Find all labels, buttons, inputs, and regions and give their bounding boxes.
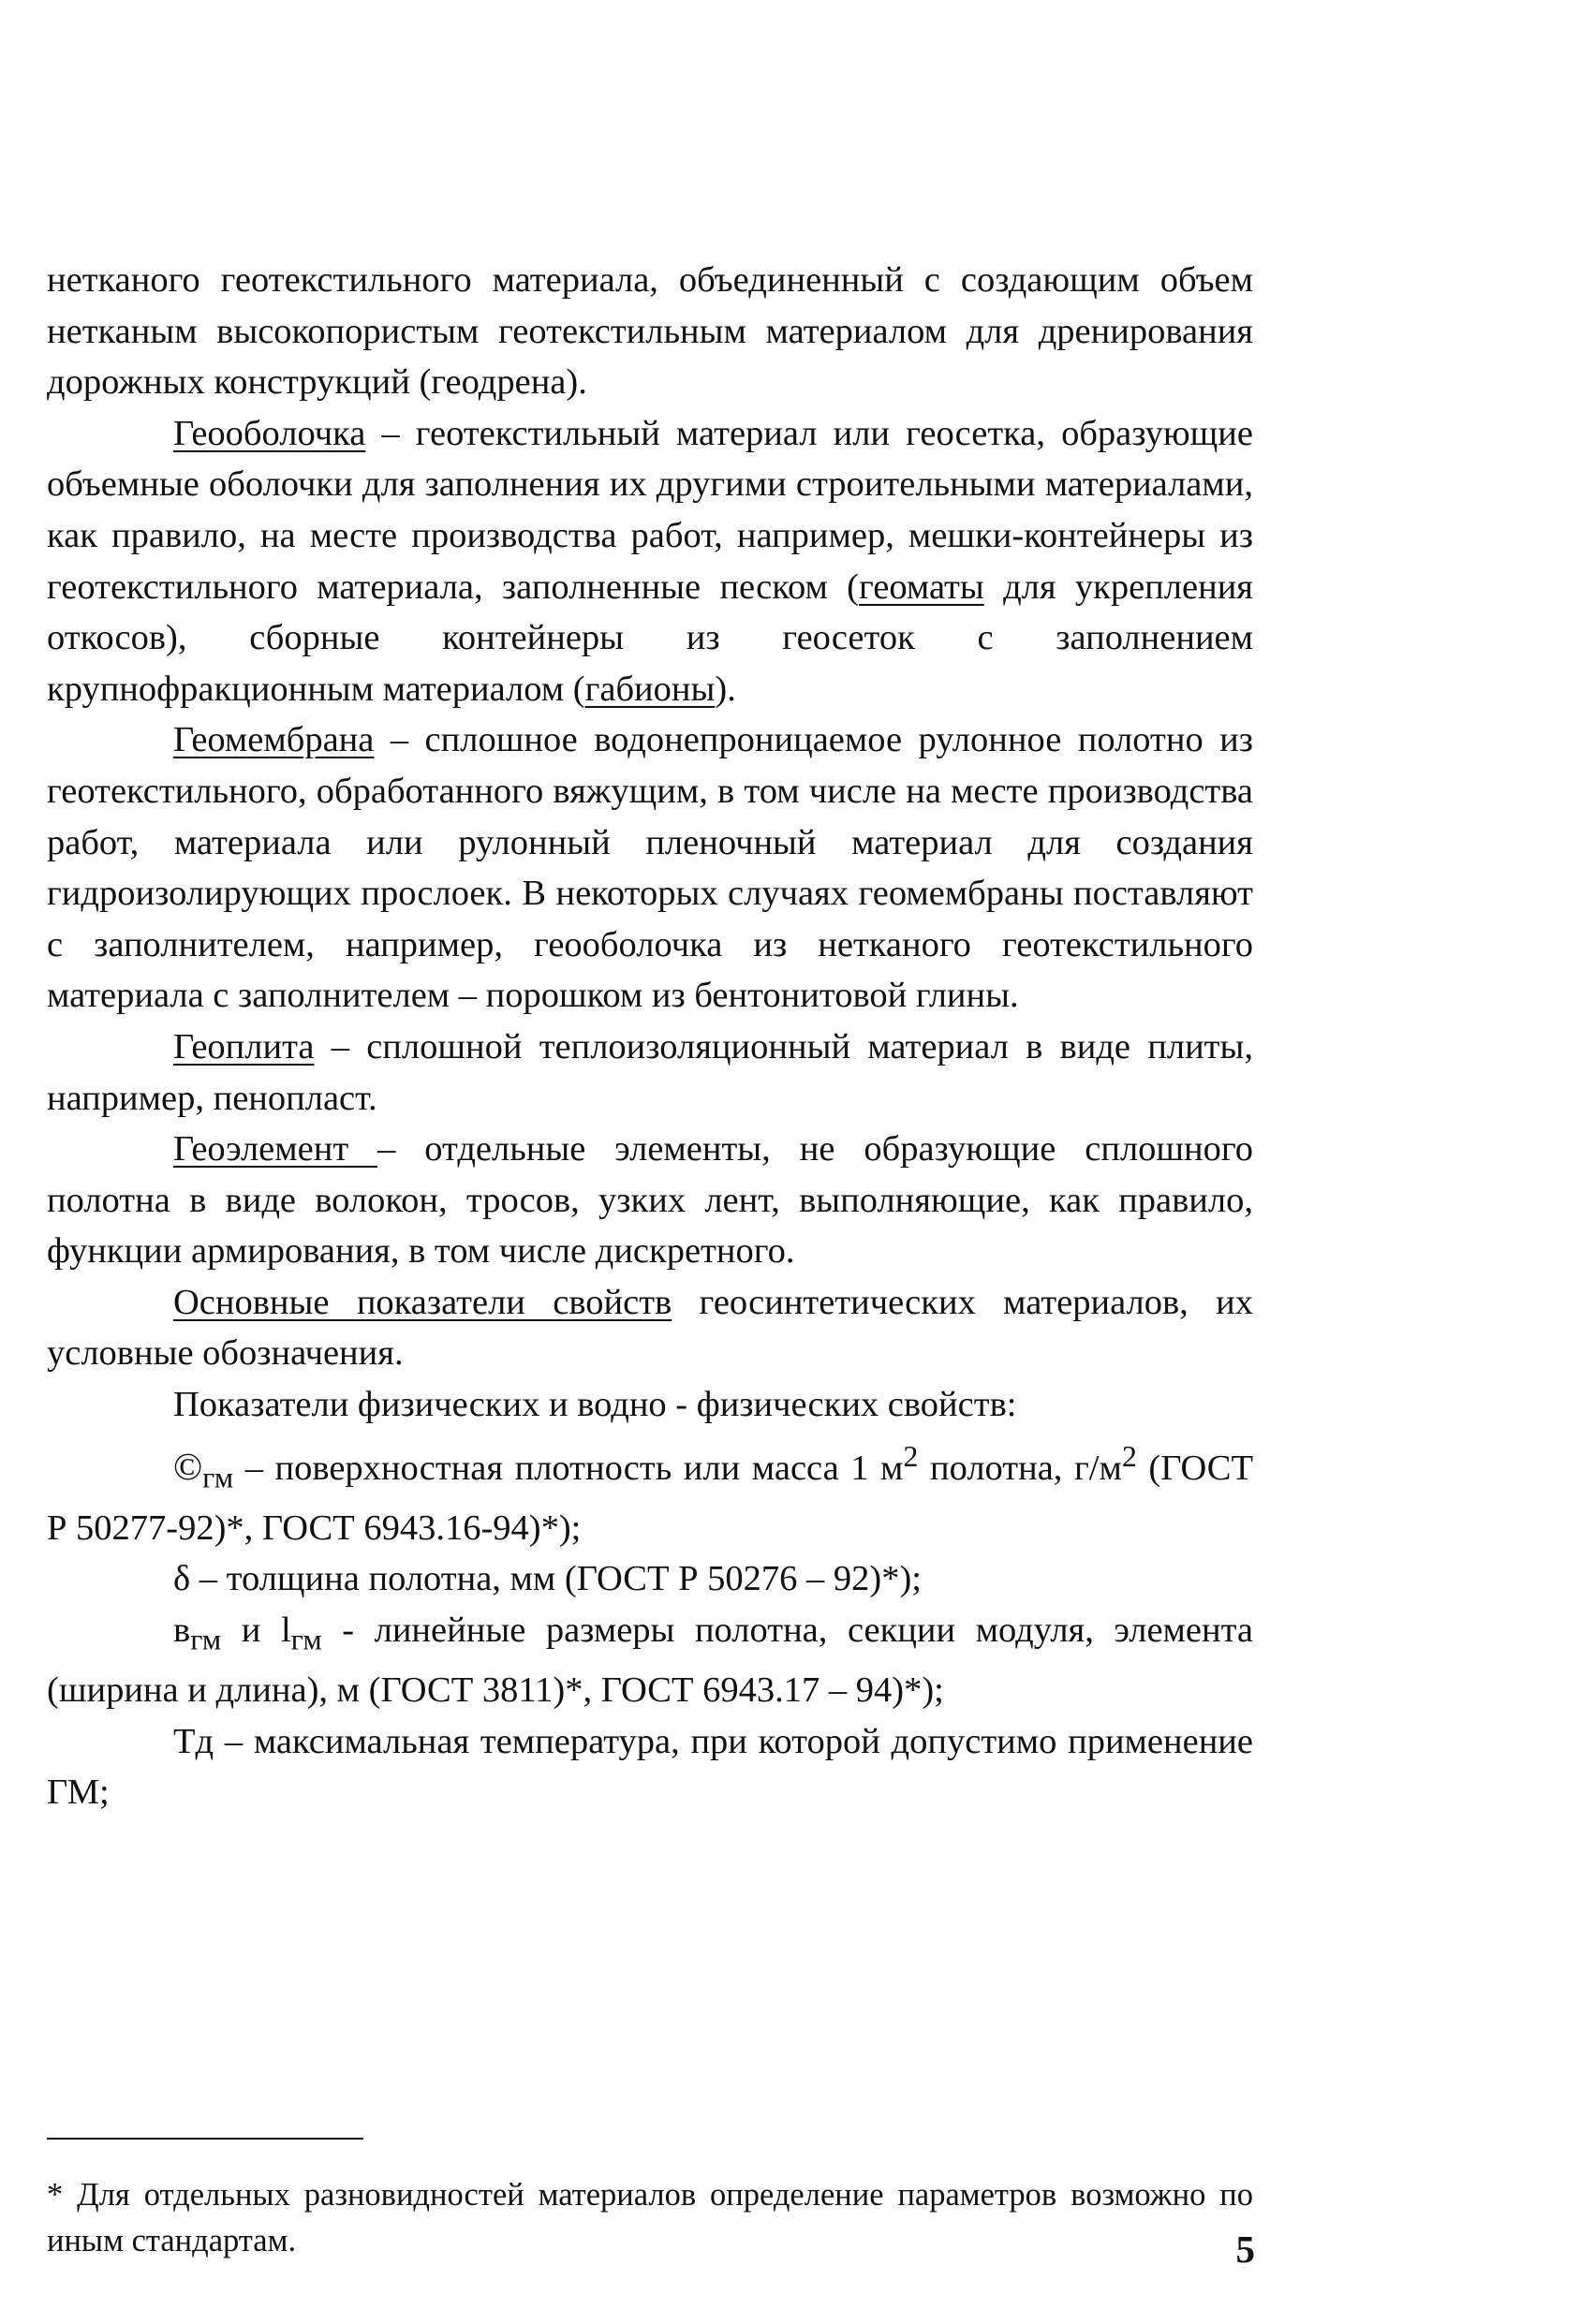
footnote — [47, 2172, 1253, 2264]
body-text — [47, 255, 1253, 1818]
term-geomembrane: Геомембрана — [173, 720, 375, 760]
subscript: гм — [290, 1622, 322, 1656]
term-geoshell: Геооболочка — [173, 413, 366, 453]
paragraph-surface-density — [47, 1431, 1253, 1554]
definition-text: - линейные размеры полотна, секции модуля, элемента (ширина и длина), м (ГОСТ 3811)*, ГОСТ 6943.17 – 94)*); — [47, 1610, 1253, 1711]
page-number: 5 — [1235, 2228, 1255, 2271]
paragraph-geomembrane — [47, 714, 1253, 1022]
footnote-text — [47, 2172, 1253, 2264]
term-geoplate: Геоплита — [173, 1026, 315, 1066]
definition-text: для укрепления откосов), сборные контейнеры из геосеток с заполнением крупнофракционным материалом ( — [47, 566, 1254, 709]
definition-text: – сплошной теплоизоляционный материал в виде плиты, например, пенопласт. — [47, 1026, 1253, 1118]
definition-text: – поверхностная плотность или масса 1 м — [233, 1448, 904, 1488]
paragraph-geodrain-continuation: нетканого геотекстильного материала, объединенный с создающим объем нетканым высокопористым геотекстильным материалом для дренирования дорожных конструкций (геодрена). — [47, 260, 1253, 403]
term-geoelement: Геоэлемент — [173, 1129, 378, 1169]
definition-text: – геотекстильный материал или геосетка, образующие объемные оболочки для заполнения их другими строительными материалами, как правило, на месте производства работ, например, мешки-контейнеры из геотекстильного материала, заполненные песком ( — [47, 413, 1253, 607]
paragraph-thickness: δ – толщина полотна, мм (ГОСТ Р 50276 – 92)*); — [173, 1559, 922, 1599]
definition-text: (ГОСТ Р 50277-92)*, ГОСТ 6943.16-94)*); — [47, 1448, 1253, 1548]
definition-text: – отдельные элементы, не образующие сплошного полотна в виде волокон, тросов, узких лент, выполняющие, как правило, функции армирования, в том числе дискретного. — [47, 1129, 1253, 1272]
subscript: гм — [202, 1460, 234, 1494]
paragraph-geoshell — [47, 408, 1253, 715]
superscript: 2 — [903, 1438, 919, 1473]
definition-text: ). — [715, 669, 736, 709]
paragraph-linear-dimensions — [47, 1605, 1253, 1716]
footnote-divider — [47, 2138, 363, 2140]
footnote-body: Для отдельных разновидностей материалов определение параметров возможно по иным стандартам. — [47, 2177, 1253, 2258]
definition-text: геосинтетических материалов, их условные обозначения. — [47, 1282, 1253, 1374]
term-geomats: геоматы — [858, 566, 984, 607]
paragraph-geoplate — [47, 1022, 1253, 1124]
definition-text: полотна, г/м — [918, 1448, 1122, 1488]
term-main-indicators: Основные показатели свойств — [173, 1282, 672, 1322]
subscript: гм — [190, 1622, 222, 1656]
copyright-symbol: © — [173, 1444, 203, 1488]
paragraph-main-indicators — [47, 1277, 1253, 1379]
footnote-mark: * — [47, 2177, 64, 2213]
term-gabions: габионы — [584, 669, 716, 709]
paragraph-max-temperature: Тд – максимальная температура, при которой допустимо применение ГМ; — [47, 1721, 1253, 1813]
symbol: в — [173, 1610, 191, 1650]
paragraph-physical-properties-heading: Показатели физических и водно - физических свойств: — [173, 1385, 1017, 1425]
symbol: и l — [221, 1610, 291, 1650]
paragraph-geoelement — [47, 1124, 1253, 1277]
definition-text: – сплошное водонепроницаемое рулонное полотно из геотекстильного, обработанного вяжущим, в том числе на месте производства работ, материала или рулонный пленочный материал для создания гидроизолирующих прослоек. В некоторых случаях геомембраны поставляют с заполнителем, например, геооболочка из нетканого геотекстильного материала с заполнителем – порошком из бентонитовой глины. — [47, 720, 1253, 1016]
superscript: 2 — [1121, 1438, 1137, 1473]
